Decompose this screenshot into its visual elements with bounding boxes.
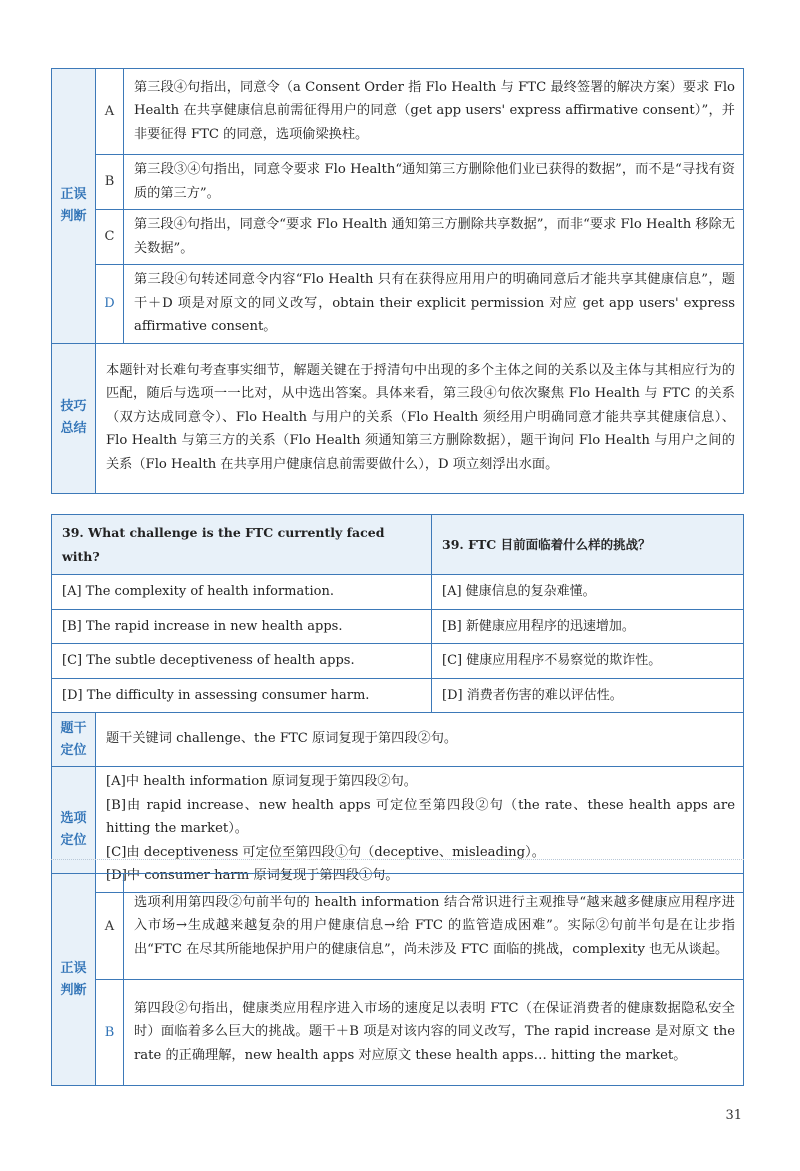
option-locate-line: [C]由 deceptiveness 可定位至第四段①句（deceptive、misleading）。 xyxy=(106,844,545,860)
stem-locate-text: 题干关键词 challenge、the FTC 原词复现于第四段②句。 xyxy=(96,713,744,767)
option-letter: A xyxy=(96,69,124,155)
option-en: [C] The subtle deceptiveness of health apps. xyxy=(52,644,432,679)
option-en: [A] The complexity of health information. xyxy=(52,575,432,610)
analysis-table-q38 xyxy=(51,68,744,494)
table-row xyxy=(52,515,744,575)
option-cn: [B] 新健康应用程序的迅速增加。 xyxy=(432,609,744,644)
option-cn: [A] 健康信息的复杂难懂。 xyxy=(432,575,744,610)
judgment-label: 正误判断 xyxy=(52,874,96,1086)
option-en: [D] The difficulty in assessing consumer harm. xyxy=(52,678,432,713)
option-locate-line: [D]中 consumer harm 原词复现于第四段①句。 xyxy=(106,868,399,884)
judgment-text: 第三段③④句指出，同意令要求 Flo Health“通知第三方删除他们业已获得的数据”，而不是“寻找有资质的第三方”。 xyxy=(124,155,744,210)
option-en: [B] The rapid increase in new health apps. xyxy=(52,609,432,644)
table-row xyxy=(52,69,744,155)
table-row xyxy=(52,713,744,767)
question-table-q39 xyxy=(51,514,744,893)
stem-locate-label: 题干定位 xyxy=(52,713,96,767)
option-cn: [C] 健康应用程序不易察觉的欺诈性。 xyxy=(432,644,744,679)
judgment-text: 第三段④句转述同意令内容“Flo Health 只有在获得应用用户的明确同意后才能共享其健康信息”，题干＋D 项是对原文的同义改写，obtain their explicit permission 对应 get app users' express affirmative consent。 xyxy=(124,265,744,344)
analysis-table-q39 xyxy=(51,873,744,1086)
judgment-text: 选项利用第四段②句前半句的 health information 结合常识进行主观推导“越来越多健康应用程序进入市场→生成越来越复杂的用户健康信息→给 FTC 的监管造成困难”。实际②句前半句是在让步指出“FTC 在尽其所能地保护用户的健康信息”，尚未涉及 FTC 面临的挑战，complexity 也无从谈起。 xyxy=(124,874,744,980)
table-row xyxy=(52,678,744,713)
table-row xyxy=(52,155,744,210)
table-row xyxy=(52,609,744,644)
section-divider xyxy=(51,859,744,860)
option-letter: C xyxy=(96,210,124,265)
table-row xyxy=(52,874,744,980)
judgment-text: 第三段④句指出，同意令（a Consent Order 指 Flo Health 与 FTC 最终签署的解决方案）要求 Flo Health 在共享健康信息前需征得用户的同意（get app users' express affirmative consent）”，并非要征得 FTC 的同意，选项偷梁换柱。 xyxy=(124,69,744,155)
judgment-text: 第四段②句指出，健康类应用程序进入市场的速度足以表明 FTC（在保证消费者的健康数据隐私安全时）面临着多么巨大的挑战。题干＋B 项是对该内容的同义改写，The rapid increase 是对原文 the rate 的正确理解，new health apps 对应原文 these health apps… hitting the market。 xyxy=(124,980,744,1086)
judgment-label: 正误判断 xyxy=(52,69,96,344)
table-row xyxy=(52,644,744,679)
option-letter: B xyxy=(96,155,124,210)
option-letter-correct: B xyxy=(96,980,124,1086)
table-row xyxy=(52,980,744,1086)
skill-summary-label: 技巧总结 xyxy=(52,343,96,493)
table-row xyxy=(52,343,744,493)
table-row xyxy=(52,265,744,344)
table-row xyxy=(52,210,744,265)
judgment-text: 第三段④句指出，同意令“要求 Flo Health 通知第三方删除共享数据”，而非“要求 Flo Health 移除无关数据”。 xyxy=(124,210,744,265)
option-locate-line: [B]由 rapid increase、new health apps 可定位至第四段②句（the rate、these health apps are hitting the market）。 xyxy=(106,797,735,837)
option-letter-correct: D xyxy=(96,265,124,344)
skill-summary-text: 本题针对长难句考查事实细节，解题关键在于捋清句中出现的多个主体之间的关系以及主体与其相应行为的匹配，随后与选项一一比对，从中选出答案。具体来看，第三段④句依次聚焦 Flo Health 与 FTC 的关系（双方达成同意令）、Flo Health 与用户的关系（Flo Health 须经用户明确同意才能共享其健康信息）、Flo Health 与第三方的关系（Flo Health 须通知第三方删除数据），题干询问 Flo Health 与用户之间的关系（Flo Health 在共享用户健康信息前需要做什么），D 项立刻浮出水面。 xyxy=(96,343,744,493)
option-letter: A xyxy=(96,874,124,980)
table-row xyxy=(52,575,744,610)
question-cn: 39. FTC 目前面临着什么样的挑战？ xyxy=(432,515,744,575)
option-locate-line: [A]中 health information 原词复现于第四段②句。 xyxy=(106,774,417,790)
question-en: 39. What challenge is the FTC currently faced with? xyxy=(52,515,432,575)
option-cn: [D] 消费者伤害的难以评估性。 xyxy=(432,678,744,713)
page-number: 31 xyxy=(725,1108,742,1123)
option-locate-label: 选项定位 xyxy=(52,767,96,893)
